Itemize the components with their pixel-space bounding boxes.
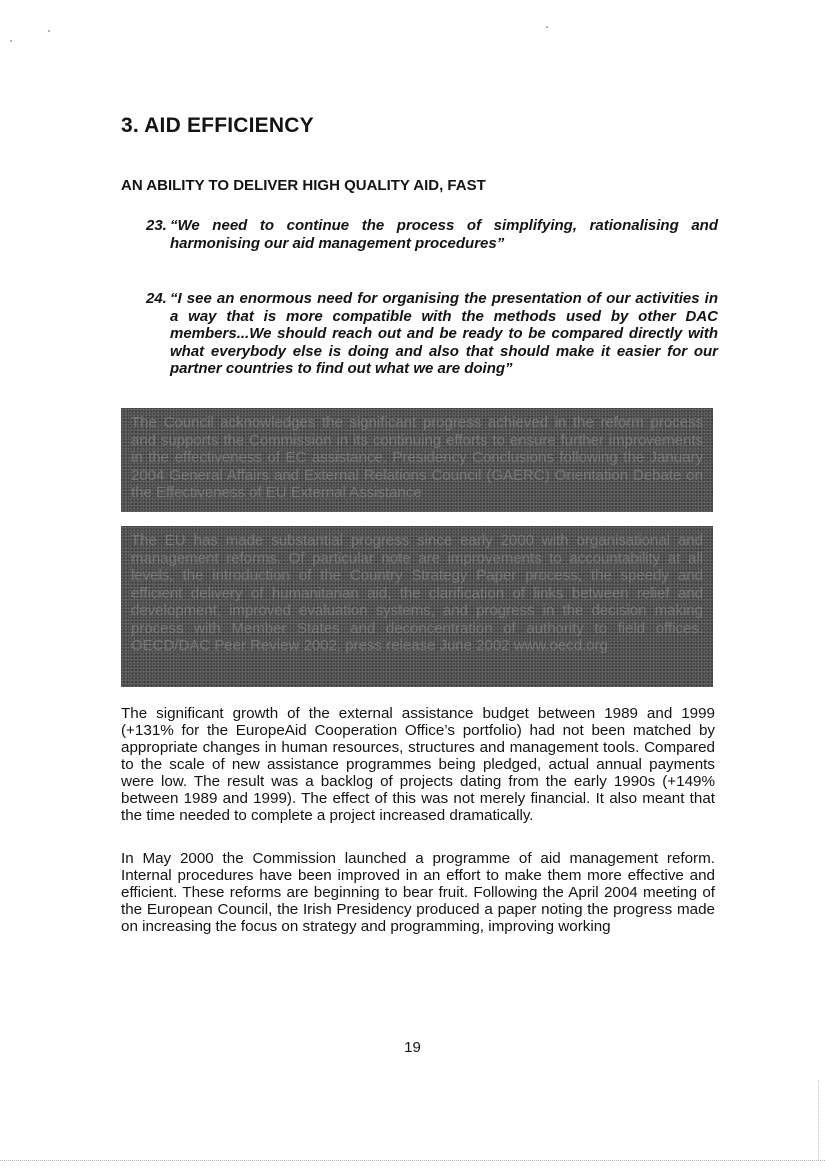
body-paragraph: In May 2000 the Commission launched a programme of aid management reform. Internal procedures have been improved in an effort to make them more effective and efficient. These reforms are beginning to bear fruit. Following the April 2004 meeting of the European Council, the Irish Presidency produced a paper noting the progress made on increasing the focus on strategy and programming, improving working — [121, 850, 715, 935]
scan-right-edge — [818, 1080, 819, 1160]
scan-speck — [10, 40, 12, 42]
scan-speck — [546, 26, 548, 28]
quote-text: “We need to continue the process of simplifying, rationalising and harmonising our aid management procedures” — [170, 217, 718, 252]
quote-text: “I see an enormous need for organising the presentation of our activities in a way that is more compatible with the methods used by other DAC members...We should reach out and be ready to be compared directly with what everybody else is doing and also that should make it easier for our partner countries to find out what we are doing” — [170, 290, 718, 377]
body-paragraph: The significant growth of the external assistance budget between 1989 and 1999 (+131% for the EuropeAid Cooperation Office’s portfolio) had not been matched by appropriate changes in human resources, structures and management tools. Compared to the scale of new assistance programmes being pledged, actual annual payments were low. The result was a backlog of projects dating from the early 1990s (+149% between 1989 and 1999). The effect of this was not merely financial. It also meant that the time needed to complete a project increased dramatically. — [121, 705, 715, 824]
page-number: 19 — [404, 1039, 421, 1056]
scan-speck — [48, 30, 50, 32]
scan-bottom-edge — [0, 1160, 825, 1161]
quote-number: 23. — [146, 217, 167, 234]
quote-number: 24. — [146, 290, 167, 307]
quote-23 — [146, 217, 718, 252]
quote-24 — [146, 290, 718, 378]
section-title: 3. AID EFFICIENCY — [121, 114, 314, 137]
section-subtitle: AN ABILITY TO DELIVER HIGH QUALITY AID, FAST — [121, 177, 486, 194]
oecd-review-box — [121, 526, 713, 687]
box-text: The EU has made substantial progress since early 2000 with organisational and management reforms. Of particular note are improvements to accountability at all levels, the introduction of the Country Strategy Paper process, the speedy and efficient delivery of humanitarian aid, the clarification of links between relief and development, improved evaluation systems, and progress in the decision making process with Member States and deconcentration of authority to field offices. OECD/DAC Peer Review 2002, press release June 2002 www.oecd.org — [131, 532, 703, 654]
box-text: The Council acknowledges the significant progress achieved in the reform process and supports the Commission in its continuing efforts to ensure further improvements in the effectiveness of EC assistance. Presidency Conclusions following the January 2004 General Affairs and External Relations Council (GAERC) Orientation Debate on the Effectiveness of EU External Assistance — [131, 414, 703, 501]
council-conclusions-box — [121, 408, 713, 512]
